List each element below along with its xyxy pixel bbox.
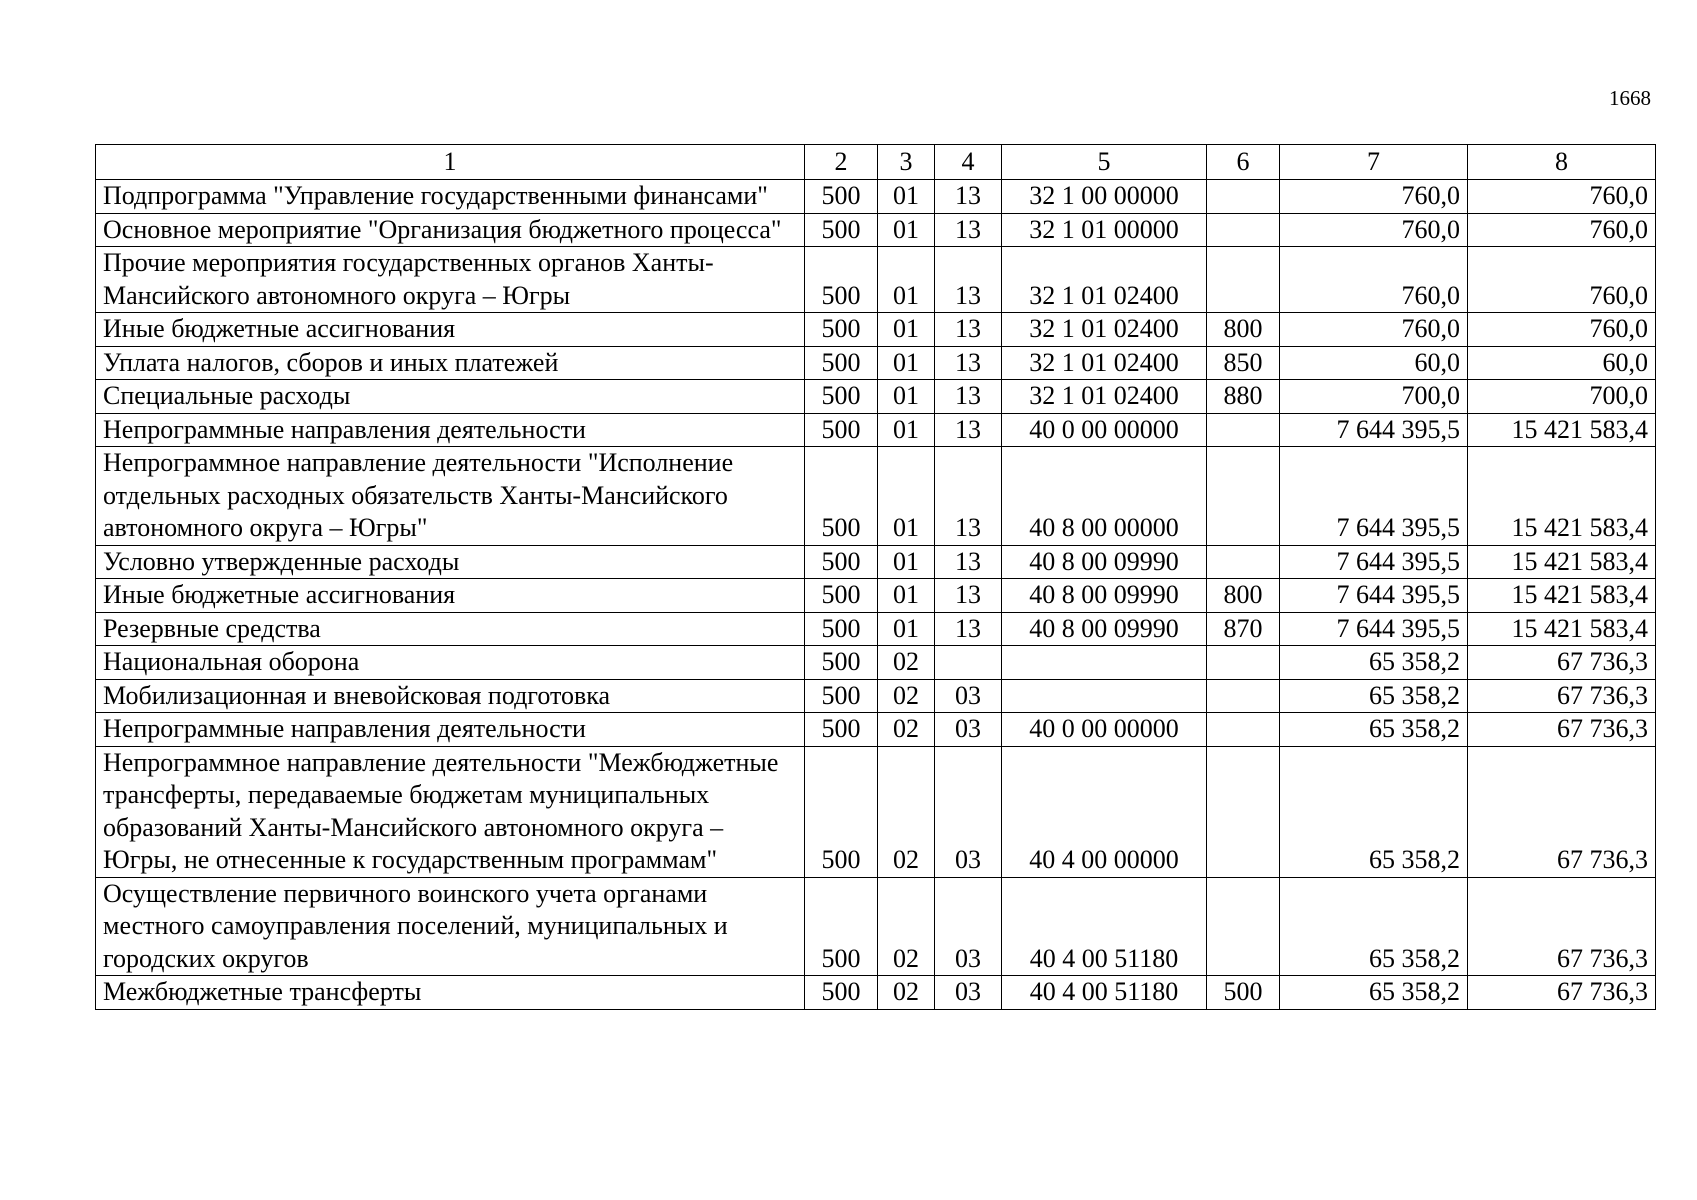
column-header: 8 <box>1468 145 1656 180</box>
expense-type-code-cell: 500 <box>1207 976 1280 1010</box>
target-item-code-cell: 32 1 01 02400 <box>1002 380 1207 414</box>
admin-code-cell: 500 <box>805 545 878 579</box>
admin-code-cell: 500 <box>805 746 878 877</box>
table-row <box>96 612 1656 646</box>
amount-col7-cell: 7 644 395,5 <box>1280 413 1468 447</box>
target-item-code-cell: 40 8 00 09990 <box>1002 579 1207 613</box>
expense-type-code-cell <box>1207 545 1280 579</box>
column-header: 7 <box>1280 145 1468 180</box>
subsection-code-cell: 13 <box>935 447 1002 546</box>
amount-col7-cell: 65 358,2 <box>1280 679 1468 713</box>
budget-table <box>95 144 1656 1010</box>
subsection-code-cell: 13 <box>935 380 1002 414</box>
subsection-code-cell: 13 <box>935 313 1002 347</box>
expense-type-code-cell <box>1207 713 1280 747</box>
column-header: 4 <box>935 145 1002 180</box>
subsection-code-cell: 03 <box>935 877 1002 976</box>
subsection-code-cell: 03 <box>935 976 1002 1010</box>
amount-col8-cell: 760,0 <box>1468 313 1656 347</box>
table-row <box>96 646 1656 680</box>
table-row <box>96 180 1656 214</box>
row-name-cell: Национальная оборона <box>96 646 805 680</box>
target-item-code-cell: 40 8 00 00000 <box>1002 447 1207 546</box>
subsection-code-cell: 13 <box>935 545 1002 579</box>
admin-code-cell: 500 <box>805 579 878 613</box>
amount-col7-cell: 760,0 <box>1280 313 1468 347</box>
row-name-cell: Иные бюджетные ассигнования <box>96 579 805 613</box>
table-row <box>96 247 1656 313</box>
expense-type-code-cell <box>1207 679 1280 713</box>
target-item-code-cell: 40 4 00 00000 <box>1002 746 1207 877</box>
admin-code-cell: 500 <box>805 213 878 247</box>
admin-code-cell: 500 <box>805 247 878 313</box>
expense-type-code-cell: 800 <box>1207 579 1280 613</box>
expense-type-code-cell: 880 <box>1207 380 1280 414</box>
section-code-cell: 01 <box>878 447 935 546</box>
expense-type-code-cell: 870 <box>1207 612 1280 646</box>
amount-col8-cell: 67 736,3 <box>1468 646 1656 680</box>
expense-type-code-cell <box>1207 877 1280 976</box>
table-row <box>96 313 1656 347</box>
expense-type-code-cell <box>1207 247 1280 313</box>
amount-col8-cell: 67 736,3 <box>1468 679 1656 713</box>
amount-col8-cell: 15 421 583,4 <box>1468 545 1656 579</box>
row-name-cell: Непрограммное направление деятельности "Исполнение отдельных расходных обязательств Ханты-Мансийского автономного округа – Югры" <box>96 447 805 546</box>
admin-code-cell: 500 <box>805 976 878 1010</box>
amount-col8-cell: 15 421 583,4 <box>1468 447 1656 546</box>
expense-type-code-cell: 800 <box>1207 313 1280 347</box>
table-row <box>96 545 1656 579</box>
target-item-code-cell: 32 1 01 02400 <box>1002 247 1207 313</box>
section-code-cell: 01 <box>878 346 935 380</box>
subsection-code-cell: 13 <box>935 180 1002 214</box>
section-code-cell: 01 <box>878 213 935 247</box>
subsection-code-cell: 03 <box>935 713 1002 747</box>
section-code-cell: 01 <box>878 612 935 646</box>
target-item-code-cell <box>1002 646 1207 680</box>
admin-code-cell: 500 <box>805 646 878 680</box>
row-name-cell: Уплата налогов, сборов и иных платежей <box>96 346 805 380</box>
section-code-cell: 01 <box>878 180 935 214</box>
admin-code-cell: 500 <box>805 447 878 546</box>
section-code-cell: 01 <box>878 579 935 613</box>
table-row <box>96 713 1656 747</box>
row-name-cell: Прочие мероприятия государственных органов Ханты-Мансийского автономного округа – Югры <box>96 247 805 313</box>
amount-col8-cell: 760,0 <box>1468 247 1656 313</box>
expense-type-code-cell <box>1207 213 1280 247</box>
amount-col8-cell: 67 736,3 <box>1468 976 1656 1010</box>
table-row <box>96 447 1656 546</box>
amount-col7-cell: 60,0 <box>1280 346 1468 380</box>
target-item-code-cell: 32 1 00 00000 <box>1002 180 1207 214</box>
section-code-cell: 01 <box>878 313 935 347</box>
target-item-code-cell: 40 4 00 51180 <box>1002 877 1207 976</box>
table-row <box>96 380 1656 414</box>
row-name-cell: Основное мероприятие "Организация бюджетного процесса" <box>96 213 805 247</box>
amount-col8-cell: 60,0 <box>1468 346 1656 380</box>
row-name-cell: Иные бюджетные ассигнования <box>96 313 805 347</box>
expense-type-code-cell <box>1207 646 1280 680</box>
row-name-cell: Подпрограмма "Управление государственными финансами" <box>96 180 805 214</box>
amount-col7-cell: 65 358,2 <box>1280 877 1468 976</box>
amount-col8-cell: 760,0 <box>1468 180 1656 214</box>
row-name-cell: Непрограммные направления деятельности <box>96 713 805 747</box>
subsection-code-cell: 13 <box>935 247 1002 313</box>
section-code-cell: 01 <box>878 247 935 313</box>
row-name-cell: Межбюджетные трансферты <box>96 976 805 1010</box>
amount-col8-cell: 700,0 <box>1468 380 1656 414</box>
amount-col7-cell: 65 358,2 <box>1280 746 1468 877</box>
column-header: 3 <box>878 145 935 180</box>
section-code-cell: 01 <box>878 413 935 447</box>
expense-type-code-cell <box>1207 180 1280 214</box>
row-name-cell: Осуществление первичного воинского учета органами местного самоуправления поселений, муниципальных и городских округов <box>96 877 805 976</box>
row-name-cell: Условно утвержденные расходы <box>96 545 805 579</box>
amount-col7-cell: 7 644 395,5 <box>1280 579 1468 613</box>
table-row <box>96 346 1656 380</box>
column-header: 1 <box>96 145 805 180</box>
column-header: 6 <box>1207 145 1280 180</box>
subsection-code-cell: 13 <box>935 579 1002 613</box>
table-row <box>96 877 1656 976</box>
target-item-code-cell: 40 4 00 51180 <box>1002 976 1207 1010</box>
section-code-cell: 02 <box>878 877 935 976</box>
section-code-cell: 02 <box>878 679 935 713</box>
admin-code-cell: 500 <box>805 380 878 414</box>
amount-col7-cell: 7 644 395,5 <box>1280 447 1468 546</box>
header-row <box>96 145 1656 180</box>
admin-code-cell: 500 <box>805 313 878 347</box>
expense-type-code-cell <box>1207 746 1280 877</box>
admin-code-cell: 500 <box>805 180 878 214</box>
amount-col8-cell: 67 736,3 <box>1468 746 1656 877</box>
column-header: 5 <box>1002 145 1207 180</box>
admin-code-cell: 500 <box>805 612 878 646</box>
amount-col7-cell: 700,0 <box>1280 380 1468 414</box>
admin-code-cell: 500 <box>805 413 878 447</box>
table-row <box>96 746 1656 877</box>
row-name-cell: Специальные расходы <box>96 380 805 414</box>
table-row <box>96 976 1656 1010</box>
amount-col7-cell: 65 358,2 <box>1280 713 1468 747</box>
amount-col8-cell: 15 421 583,4 <box>1468 413 1656 447</box>
subsection-code-cell <box>935 646 1002 680</box>
expense-type-code-cell <box>1207 447 1280 546</box>
amount-col7-cell: 760,0 <box>1280 180 1468 214</box>
amount-col7-cell: 7 644 395,5 <box>1280 545 1468 579</box>
admin-code-cell: 500 <box>805 713 878 747</box>
section-code-cell: 02 <box>878 646 935 680</box>
amount-col8-cell: 67 736,3 <box>1468 877 1656 976</box>
row-name-cell: Резервные средства <box>96 612 805 646</box>
section-code-cell: 02 <box>878 976 935 1010</box>
amount-col8-cell: 15 421 583,4 <box>1468 579 1656 613</box>
subsection-code-cell: 13 <box>935 346 1002 380</box>
expense-type-code-cell <box>1207 413 1280 447</box>
column-header: 2 <box>805 145 878 180</box>
section-code-cell: 01 <box>878 380 935 414</box>
amount-col7-cell: 65 358,2 <box>1280 646 1468 680</box>
subsection-code-cell: 03 <box>935 746 1002 877</box>
admin-code-cell: 500 <box>805 877 878 976</box>
section-code-cell: 02 <box>878 746 935 877</box>
table-row <box>96 679 1656 713</box>
row-name-cell: Непрограммное направление деятельности "Межбюджетные трансферты, передаваемые бюджетам муниципальных образований Ханты-Мансийского автономного округа – Югры, не отнесенные к государственным программам" <box>96 746 805 877</box>
amount-col8-cell: 15 421 583,4 <box>1468 612 1656 646</box>
table-row <box>96 413 1656 447</box>
target-item-code-cell: 40 0 00 00000 <box>1002 413 1207 447</box>
page-number: 1668 <box>1609 86 1651 110</box>
target-item-code-cell <box>1002 679 1207 713</box>
subsection-code-cell: 13 <box>935 612 1002 646</box>
amount-col7-cell: 7 644 395,5 <box>1280 612 1468 646</box>
target-item-code-cell: 32 1 01 02400 <box>1002 313 1207 347</box>
amount-col8-cell: 67 736,3 <box>1468 713 1656 747</box>
subsection-code-cell: 03 <box>935 679 1002 713</box>
table-row <box>96 579 1656 613</box>
amount-col7-cell: 760,0 <box>1280 213 1468 247</box>
section-code-cell: 02 <box>878 713 935 747</box>
target-item-code-cell: 40 8 00 09990 <box>1002 545 1207 579</box>
section-code-cell: 01 <box>878 545 935 579</box>
target-item-code-cell: 32 1 01 00000 <box>1002 213 1207 247</box>
row-name-cell: Непрограммные направления деятельности <box>96 413 805 447</box>
amount-col7-cell: 760,0 <box>1280 247 1468 313</box>
subsection-code-cell: 13 <box>935 213 1002 247</box>
admin-code-cell: 500 <box>805 346 878 380</box>
target-item-code-cell: 40 0 00 00000 <box>1002 713 1207 747</box>
subsection-code-cell: 13 <box>935 413 1002 447</box>
target-item-code-cell: 40 8 00 09990 <box>1002 612 1207 646</box>
amount-col7-cell: 65 358,2 <box>1280 976 1468 1010</box>
expense-type-code-cell: 850 <box>1207 346 1280 380</box>
target-item-code-cell: 32 1 01 02400 <box>1002 346 1207 380</box>
row-name-cell: Мобилизационная и вневойсковая подготовка <box>96 679 805 713</box>
amount-col8-cell: 760,0 <box>1468 213 1656 247</box>
table-row <box>96 213 1656 247</box>
admin-code-cell: 500 <box>805 679 878 713</box>
